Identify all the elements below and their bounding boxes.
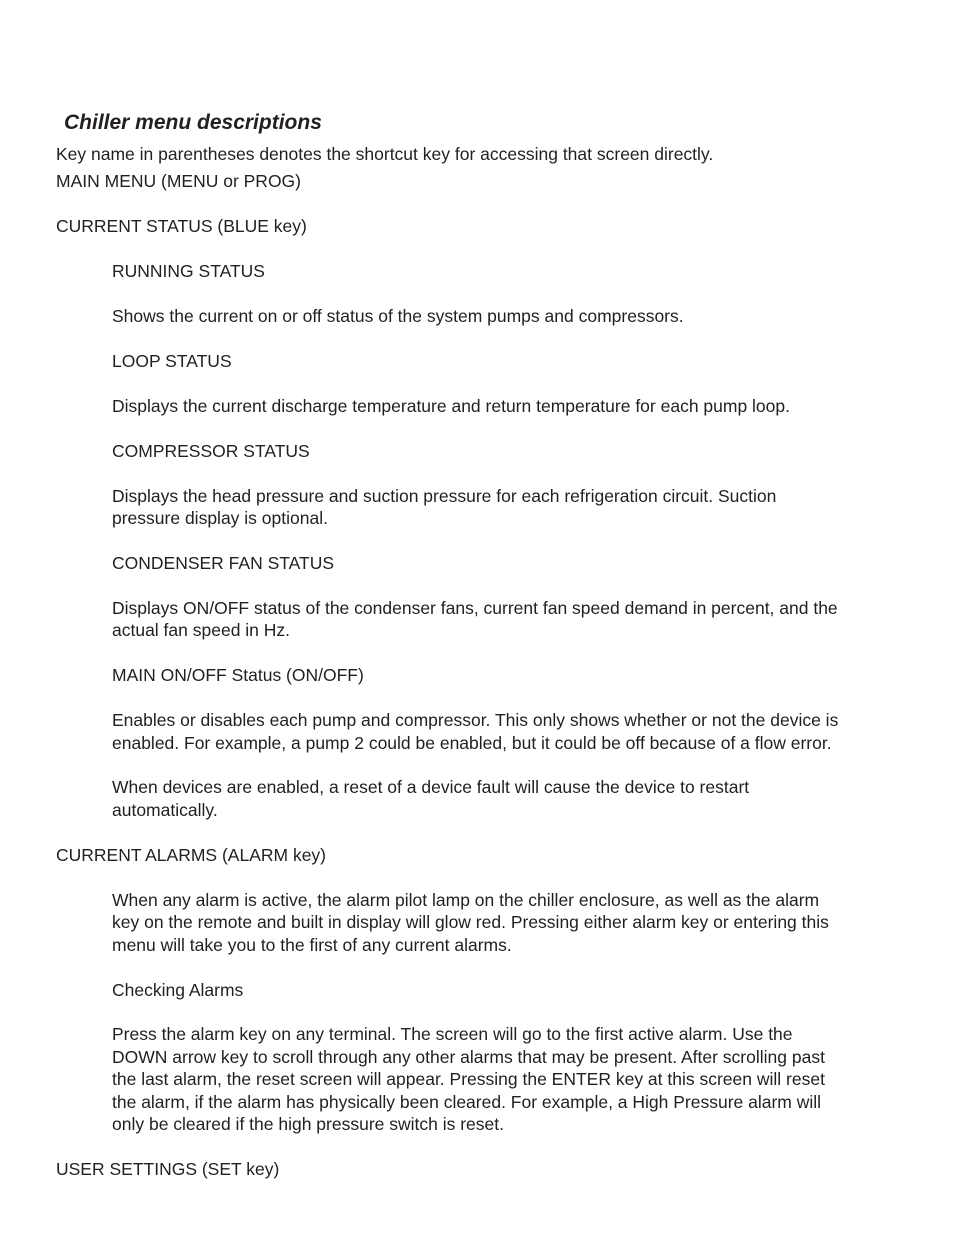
main-menu-heading: MAIN MENU (MENU or PROG) <box>56 171 301 191</box>
checking-alarms-text-line: the alarm, if the alarm has physically been cleared. For example, a High Pressure alarm will <box>112 1092 822 1112</box>
current-alarms-text-line: menu will take you to the first of any current alarms. <box>112 935 512 955</box>
condenser-fan-status-heading: CONDENSER FAN STATUS <box>112 553 335 573</box>
current-alarms-heading: CURRENT ALARMS (ALARM key) <box>56 845 327 865</box>
intro-text: Key name in parentheses denotes the shortcut key for accessing that screen directly. <box>56 144 714 164</box>
compressor-status-heading: COMPRESSOR STATUS <box>112 441 310 461</box>
main-on-off-heading: MAIN ON/OFF Status (ON/OFF) <box>112 665 364 685</box>
checking-alarms-text-line: only be cleared if the high pressure switch is reset. <box>112 1114 504 1134</box>
loop-status-heading: LOOP STATUS <box>112 351 232 371</box>
checking-alarms-text-line: Press the alarm key on any terminal. The screen will go to the first active alarm. Use the <box>112 1024 793 1044</box>
current-status-heading: CURRENT STATUS (BLUE key) <box>56 216 307 236</box>
page-title: Chiller menu descriptions <box>64 111 322 134</box>
condenser-fan-status-text-line: actual fan speed in Hz. <box>112 620 291 640</box>
main-on-off-text2-line: automatically. <box>112 800 218 820</box>
current-alarms-text-line: key on the remote and built in display will glow red. Pressing either alarm key or entering this <box>112 912 829 932</box>
checking-alarms-text-line: the last alarm, the reset screen will appear. Pressing the ENTER key at this screen will reset <box>112 1069 825 1089</box>
checking-alarms-heading: Checking Alarms <box>112 980 244 1000</box>
running-status-text: Shows the current on or off status of the system pumps and compressors. <box>112 306 684 326</box>
checking-alarms-text-line: DOWN arrow key to scroll through any other alarms that may be present. After scrolling past <box>112 1047 825 1067</box>
main-on-off-text-line: Enables or disables each pump and compressor. This only shows whether or not the device is <box>112 710 839 730</box>
loop-status-text: Displays the current discharge temperature and return temperature for each pump loop. <box>112 396 790 416</box>
main-on-off-text-line: enabled. For example, a pump 2 could be enabled, but it could be off because of a flow error. <box>112 733 832 753</box>
condenser-fan-status-text-line: Displays ON/OFF status of the condenser fans, current fan speed demand in percent, and the <box>112 598 838 618</box>
main-on-off-text2-line: When devices are enabled, a reset of a device fault will cause the device to restart <box>112 777 750 797</box>
user-settings-heading: USER SETTINGS (SET key) <box>56 1159 280 1179</box>
current-alarms-text-line: When any alarm is active, the alarm pilot lamp on the chiller enclosure, as well as the alarm <box>112 890 820 910</box>
compressor-status-text-line: Displays the head pressure and suction pressure for each refrigeration circuit. Suction <box>112 486 777 506</box>
running-status-heading: RUNNING STATUS <box>112 261 265 281</box>
compressor-status-text-line: pressure display is optional. <box>112 508 328 528</box>
